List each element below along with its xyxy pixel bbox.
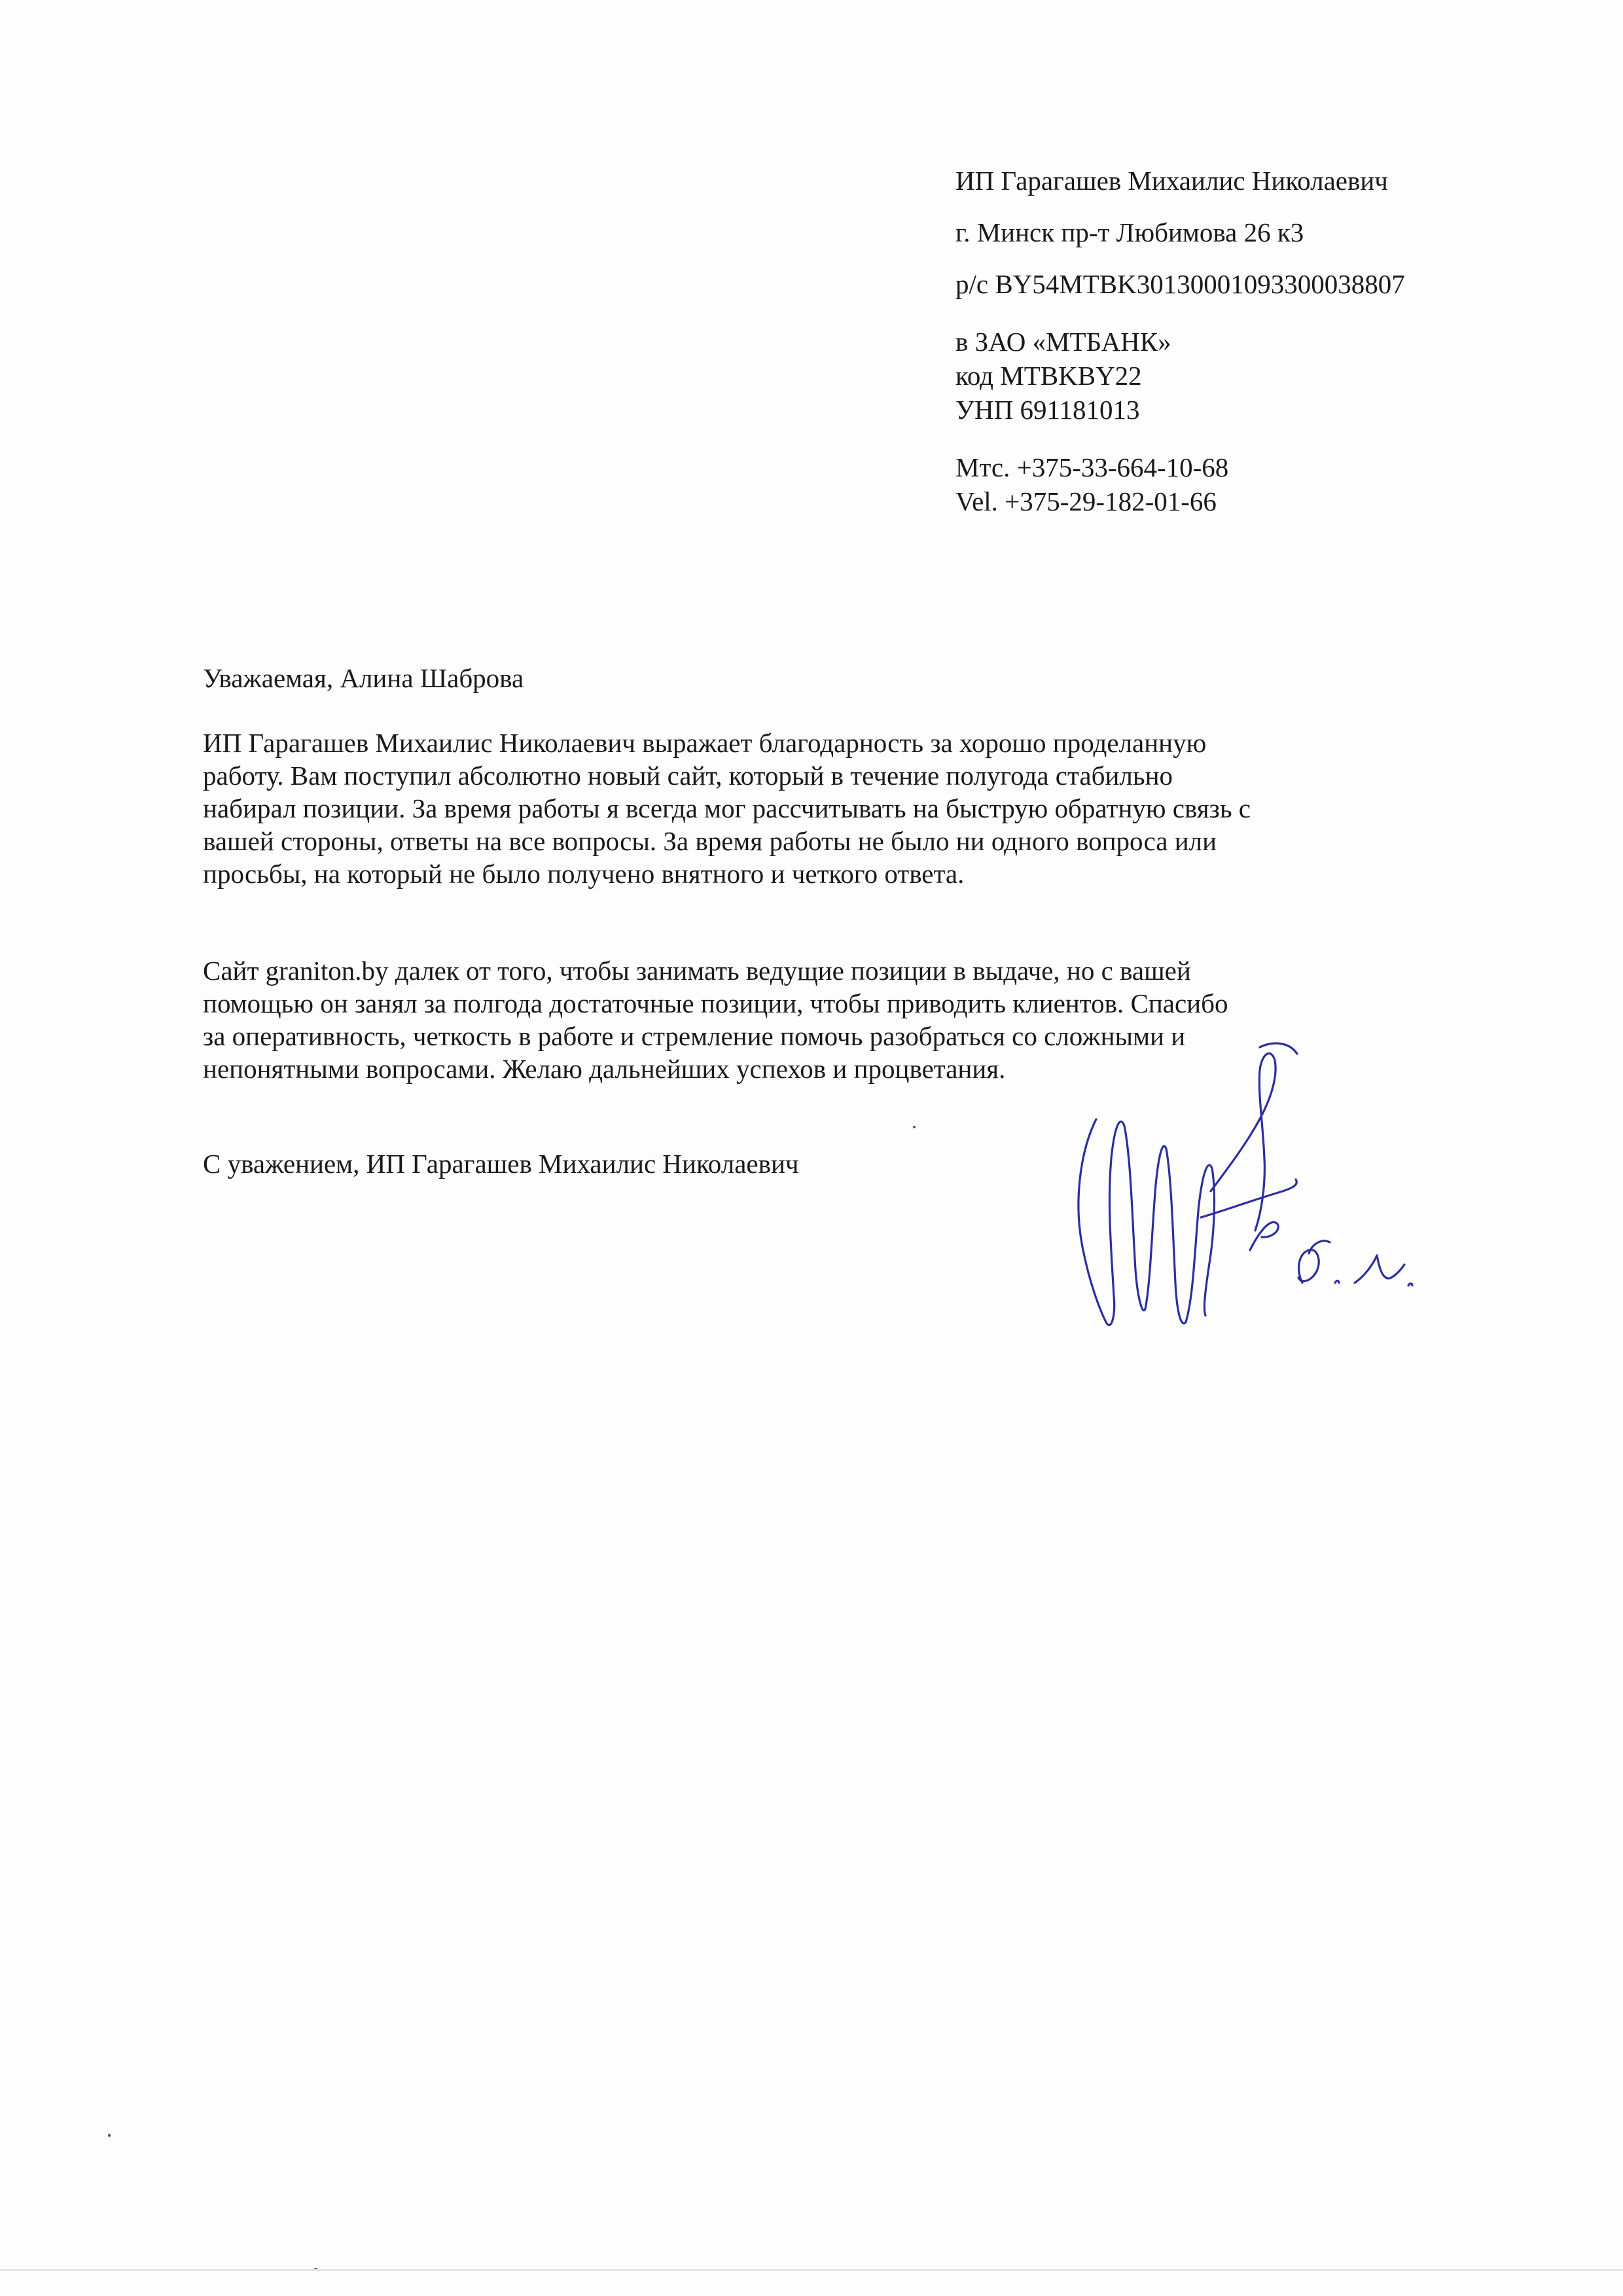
signature-stroke	[1355, 1255, 1404, 1283]
scan-speck	[913, 1126, 916, 1128]
scan-edge	[0, 2269, 1623, 2271]
closing-line: С уважением, ИП Гарагашев Михаилис Николаевич	[203, 1149, 799, 1179]
sender-account: р/с BY54MTBK30130001093300038807	[955, 269, 1405, 299]
paragraph-line: просьбы, на который не было получено внятного и четкого ответа.	[203, 859, 965, 889]
signature-stroke	[1260, 1043, 1297, 1054]
signature-drawing	[1034, 1034, 1414, 1342]
signature-stroke	[1309, 1241, 1330, 1253]
signature-stroke	[1408, 1283, 1412, 1285]
greeting: Уважаемая, Алина Шаброва	[203, 663, 524, 693]
signature-stroke	[1298, 1249, 1319, 1283]
paragraph-line: помощью он занял за полгода достаточные позиции, чтобы приводить клиентов. Спасибо	[203, 988, 1228, 1018]
signature-strokes	[1079, 1043, 1412, 1325]
sender-bank-code: код MTBKBY22	[955, 361, 1142, 391]
paragraph-line: набирал позиции. За время работы я всегда мог рассчитывать на быструю обратную связь с	[203, 793, 1251, 823]
sender-name: ИП Гарагашев Михаилис Николаевич	[955, 166, 1388, 196]
sender-phone-mts: Мтс. +375-33-664-10-68	[955, 452, 1229, 482]
paragraph-line: Сайт graniton.by далек от того, чтобы занимать ведущие позиции в выдаче, но с вашей	[203, 956, 1191, 986]
paragraph-line: непонятными вопросами. Желаю дальнейших успехов и процветания.	[203, 1054, 1006, 1084]
paragraph-line: работу. Вам поступил абсолютно новый сайт, который в течение полугода стабильно	[203, 761, 1173, 791]
sender-phone-vel: Vel. +375-29-182-01-66	[955, 486, 1217, 516]
body-paragraph-1	[203, 726, 1466, 890]
signature-stroke	[1166, 1149, 1214, 1323]
scan-speck	[108, 2134, 111, 2137]
sender-block	[955, 164, 1584, 518]
handwritten-signature	[1034, 1034, 1414, 1342]
paragraph-line: вашей стороны, ответы на все вопросы. За время работы не было ни одного вопроса или	[203, 826, 1217, 856]
paragraph-line: за оперативность, четкость в работе и стремление помочь разобраться со сложными и	[203, 1021, 1186, 1051]
sender-bank: в ЗАО «МТБАНК»	[955, 327, 1171, 357]
signature-stroke	[1079, 1119, 1166, 1325]
sender-unp: УНП 691181013	[955, 395, 1140, 425]
sender-address: г. Минск пр-т Любимова 26 к3	[955, 217, 1304, 247]
signature-stroke	[1250, 1222, 1278, 1250]
signature-stroke	[1335, 1281, 1339, 1283]
paragraph-line: ИП Гарагашев Михаилис Николаевич выражает благодарность за хорошо проделанную	[203, 728, 1207, 758]
